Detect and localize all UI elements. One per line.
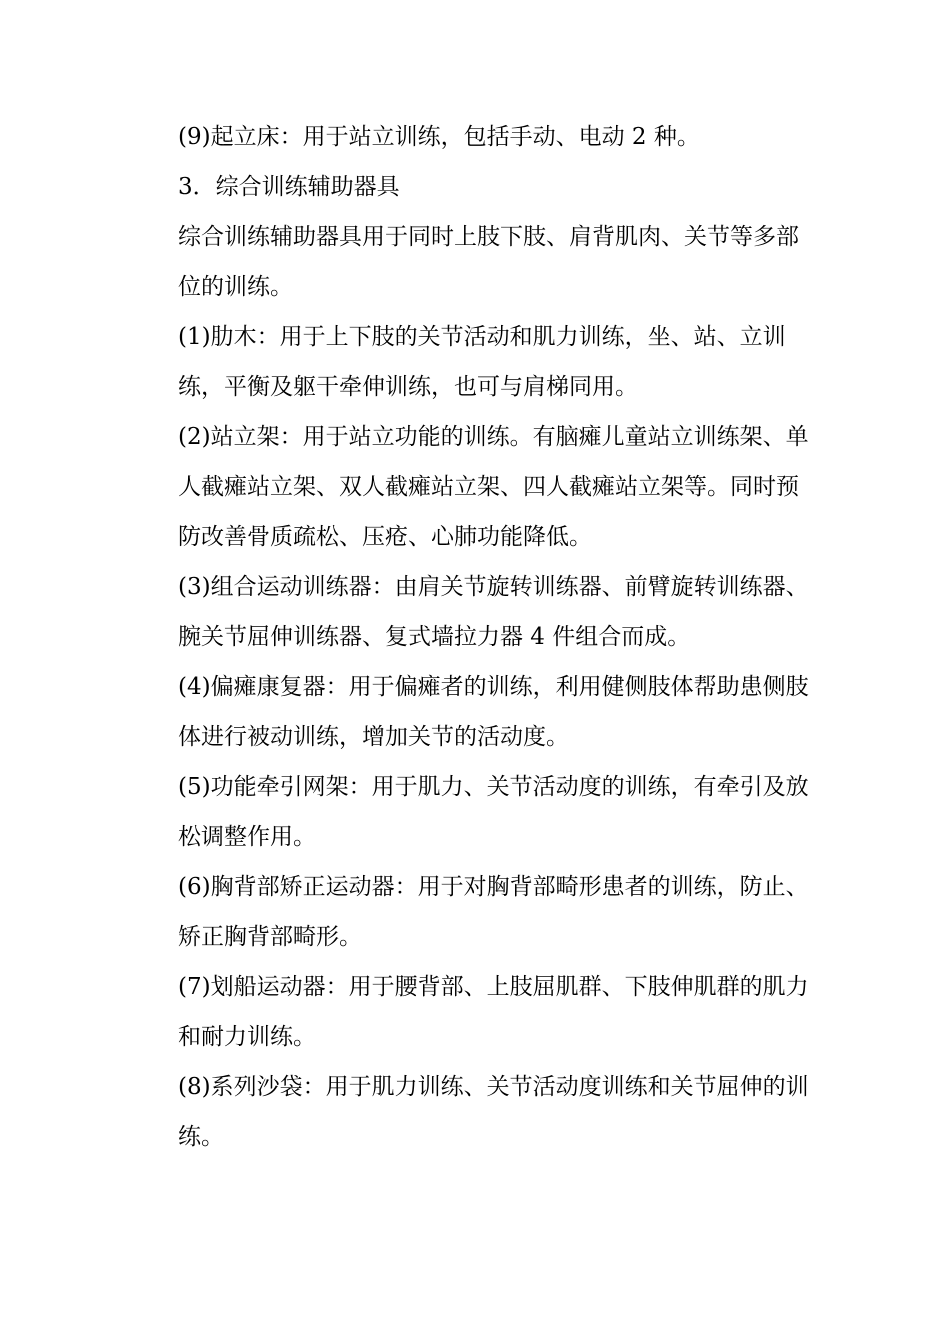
item-5-traction-net-frame: (5)功能牵引网架：用于肌力、关节活动度的训练，有牵引及放松调整作用。: [178, 774, 809, 850]
item-7-rowing-machine: (7)划船运动器：用于腰背部、上肢屈肌群、下肢伸肌群的肌力和耐力训练。: [178, 974, 809, 1050]
section-heading-comprehensive-training: 3．综合训练辅助器具: [178, 174, 400, 200]
item-3-combined-trainer: (3)组合运动训练器：由肩关节旋转训练器、前臂旋转训练器、腕关节屈伸训练器、复式墙拉力器 4 件组合而成。: [178, 574, 809, 650]
item-6-chest-back-corrector: (6)胸背部矫正运动器：用于对胸背部畸形患者的训练，防止、矫正胸背部畸形。: [178, 874, 809, 950]
item-9-standing-bed: (9)起立床：用于站立训练，包括手动、电动 2 种。: [178, 124, 700, 150]
item-2-standing-frame: (2)站立架：用于站立功能的训练。有脑瘫儿童站立训练架、单人截瘫站立架、双人截瘫站立架、四人截瘫站立架等。同时预防改善骨质疏松、压疮、心肺功能降低。: [178, 424, 809, 550]
item-8-sandbags: (8)系列沙袋：用于肌力训练、关节活动度训练和关节屈伸的训练。: [178, 1074, 809, 1150]
item-1-wall-bars: (1)肋木：用于上下肢的关节活动和肌力训练，坐、站、立训练，平衡及躯干牵伸训练，也可与肩梯同用。: [178, 324, 786, 400]
section-intro: 综合训练辅助器具用于同时上肢下肢、肩背肌肉、关节等多部位的训练。: [178, 224, 799, 300]
item-4-hemiplegia-rehab-device: (4)偏瘫康复器：用于偏瘫者的训练，利用健侧肢体帮助患侧肢体进行被动训练，增加关节的活动度。: [178, 674, 809, 750]
document-body: [178, 112, 810, 1162]
